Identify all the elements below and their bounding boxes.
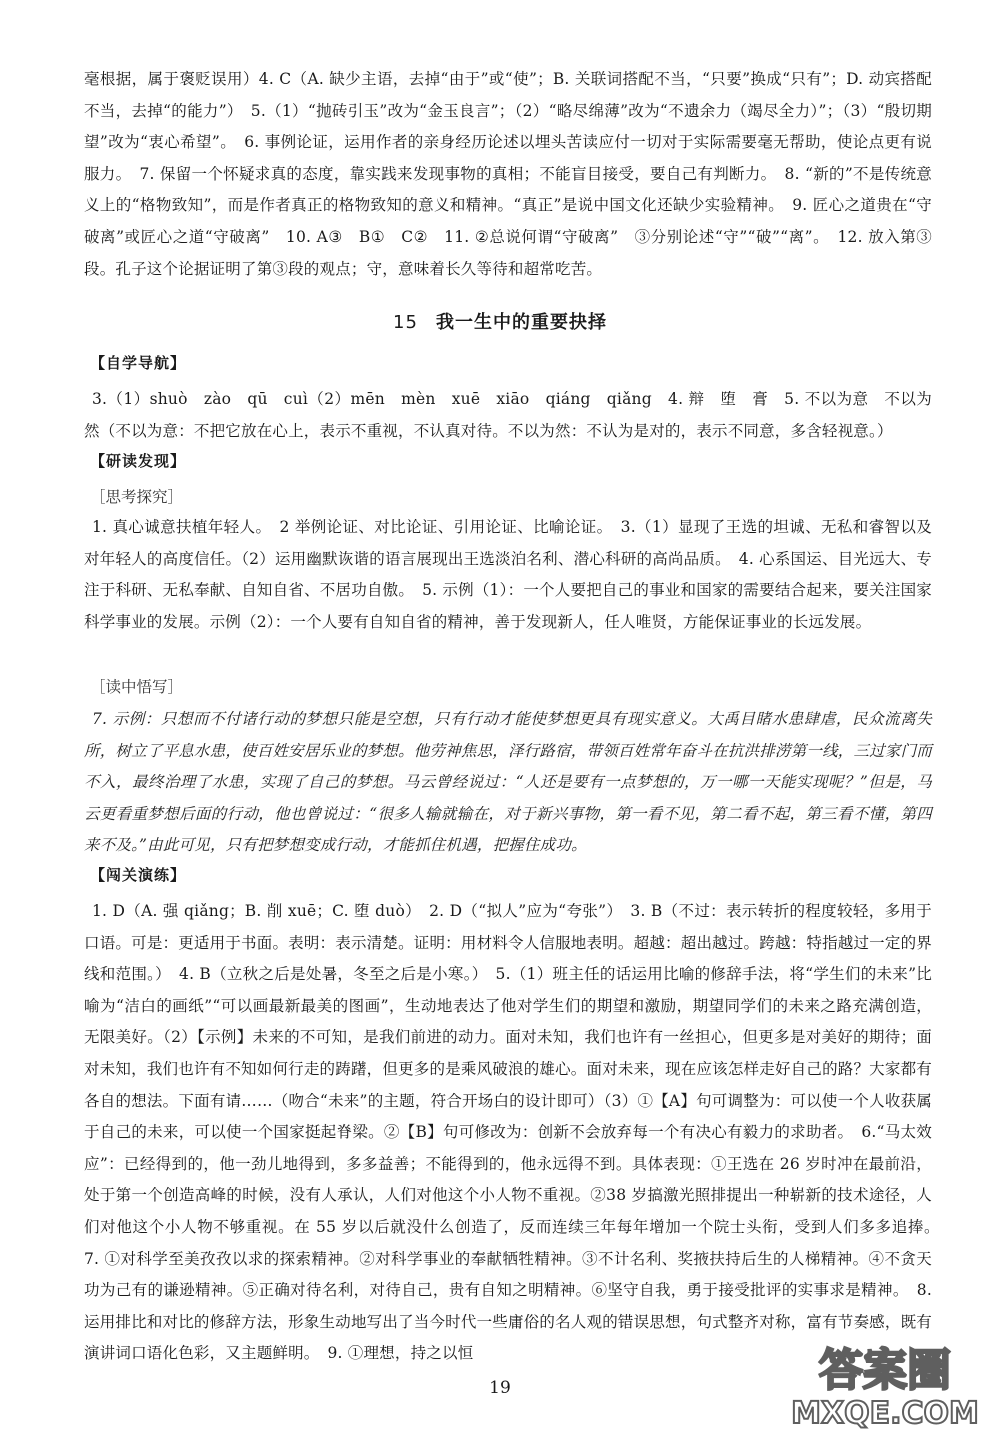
think-answers: 1. 真心诚意扶植年轻人。 2 举例论证、对比论证、引用论证、比喻论证。 3.（1）显现了王选的坦诚、无私和睿智以及对年轻人的高度信任。（2）运用幽默诙谐的语言展现出王选淡泊名利、潜心科研的高尚品质。 4. 心系国运、目光远大、专注于科研、无私奉献、自知自省、不居功自傲。 5. 示例（1）：一个人要把自己的事业和国家的需要结合起来，要关注国家科学事业的发展。示例（2）：一个人要有自知自省的精神，善于发现新人，任人唯贤，方能保证事业的长远发展。 <box>84 518 932 631</box>
section-research: 【研读发现】 <box>90 452 187 470</box>
lesson-title <box>0 308 1000 334</box>
watermark-url-text: MXQE.COM <box>791 1396 979 1431</box>
subsection-read-write: ［读中悟写］ <box>90 678 184 696</box>
watermark-logo <box>780 1335 990 1431</box>
practice-answers: 1. D（A. 强 qiǎng；B. 削 xuē；C. 堕 duò） 2. D（“拟人”应为“夸张”） 3. B（不过：表示转折的程度较轻，多用于口语。可是：更适用于书面。表明：表示清楚。证明：用材料令人信服地表明。超越：超出越过。跨越：特指越过一定的界线和范围。） 4. B（立秋之后是处暑，冬至之后是小寒。） 5.（1）班主任的话运用比喻的修辞手法，将“学生们的未来”比喻为“洁白的画纸”“可以画最新最美的图画”，生动地表达了他对学生们的期望和激励，期望同学们的未来之路充满创造，无限美好。（2）【示例】未来的不可知，是我们前进的动力。面对未知，我们也许有一丝担心，但更多是对美好的期待；面对未知，我们也许有不知如何行走的踌躇，但更多的是乘风破浪的雄心。面对未来，现在应该怎样走好自己的路？大家都有各自的想法。下面有请……（吻合“未来”的主题，符合开场白的设计即可）（3）①【A】句可调整为：可以使一个人收获属于自己的未来，可以使一个国家挺起脊梁。②【B】句可修改为：创新不会放弃每一个有决心有毅力的求助者。 6.“马太效应”：已经得到的，他一劲儿地得到，多多益善；不能得到的，他永远得不到。具体表现：①王选在 26 岁时冲在最前沿，处于第一个创造高峰的时候，没有人承认，人们对他这个小人物不重视。②38 岁搞激光照排提出一种崭新的技术途径，人们对他这个小人物不够重视。在 55 岁以后就没什么创造了，反而连续三年每年增加一个院士头衔，受到人们多多追捧。 7. ①对科学至美孜孜以求的探索精神。②对科学事业的奉献牺牲精神。③不计名利、奖掖扶持后生的人梯精神。④不贪天功为己有的谦逊精神。⑤正确对待名利，对待自己，贵有自知之明精神。⑥坚守自我，勇于接受批评的实事求是精神。 8. 运用排比和对比的修辞方法，形象生动地写出了当今时代一些庸俗的名人观的错误思想，句式整齐对称，富有节奏感，既有演讲词口语化色彩，又主题鲜明。 9. ①理想，持之以恒 <box>84 902 948 1363</box>
lesson-number: 15 <box>393 312 418 333</box>
page-number: 19 <box>489 1378 511 1398</box>
subsection-think: ［思考探究］ <box>90 488 184 506</box>
section-practice: 【闯关演练】 <box>90 866 187 884</box>
self-study-answers: 3.（1）shuò zào qū cuì（2）mēn mèn xuē xiāo qiáng qiǎng 4. 辩 堕 膏 5. 不以为意 不以为然（不以为意：不把它放在心上，表示不重视，不认真对待。不以为然：不认为是对的，表示不同意，多含轻视意。） <box>84 390 932 440</box>
section-self-study: 【自学导航】 <box>90 354 187 372</box>
read-write-answer: 7. 示例：只想而不付诸行动的梦想只能是空想，只有行动才能使梦想更具有现实意义。大禹目睹水患肆虐，民众流离失所，树立了平息水患，使百姓安居乐业的梦想。他劳神焦思，泽行路宿，带领百姓常年奋斗在抗洪排涝第一线，三过家门而不入，最终治理了水患，实现了自己的梦想。马云曾经说过：“人还是要有一点梦想的，万一哪一天能实现呢？”但是，马云更看重梦想后面的行动，他也曾说过：“很多人输就输在，对于新兴事物，第一看不见，第二看不起，第三看不懂，第四来不及。”由此可见，只有把梦想变成行动，才能抓住机遇，把握住成功。 <box>84 710 932 855</box>
watermark-main-text: 答案圈 <box>819 1345 951 1396</box>
answers-continued-paragraph: 毫根据，属于褒贬误用）4. C（A. 缺少主语，去掉“由于”或“使”；B. 关联词搭配不当，“只要”换成“只有”；D. 动宾搭配不当，去掉“的能力”） 5.（1）“抛砖引玉”改为“金玉良言”；（2）“略尽绵薄”改为“不遗余力（竭尽全力）”；（3）“殷切期望”改为“衷心希望”。 6. 事例论证，运用作者的亲身经历论述以埋头苦读应付一切对于实际需要毫无帮助，使论点更有说服力。 7. 保留一个怀疑求真的态度，靠实践来发现事物的真相；不能盲目接受，要自己有判断力。 8. “新的”不是传统意义上的“格物致知”，而是作者真正的格物致知的意义和精神。“真正”是说中国文化还缺少实验精神。 9. 匠心之道贵在“守破离”或匠心之道“守破离” 10. A③ B① C② 11. ②总说何谓“守破离” ③分别论述“守”“破”“离”。 12. 放入第③段。孔子这个论据证明了第③段的观点；守，意味着长久等待和超常吃苦。 <box>84 70 932 278</box>
lesson-title-text: 我一生中的重要抉择 <box>435 312 607 333</box>
